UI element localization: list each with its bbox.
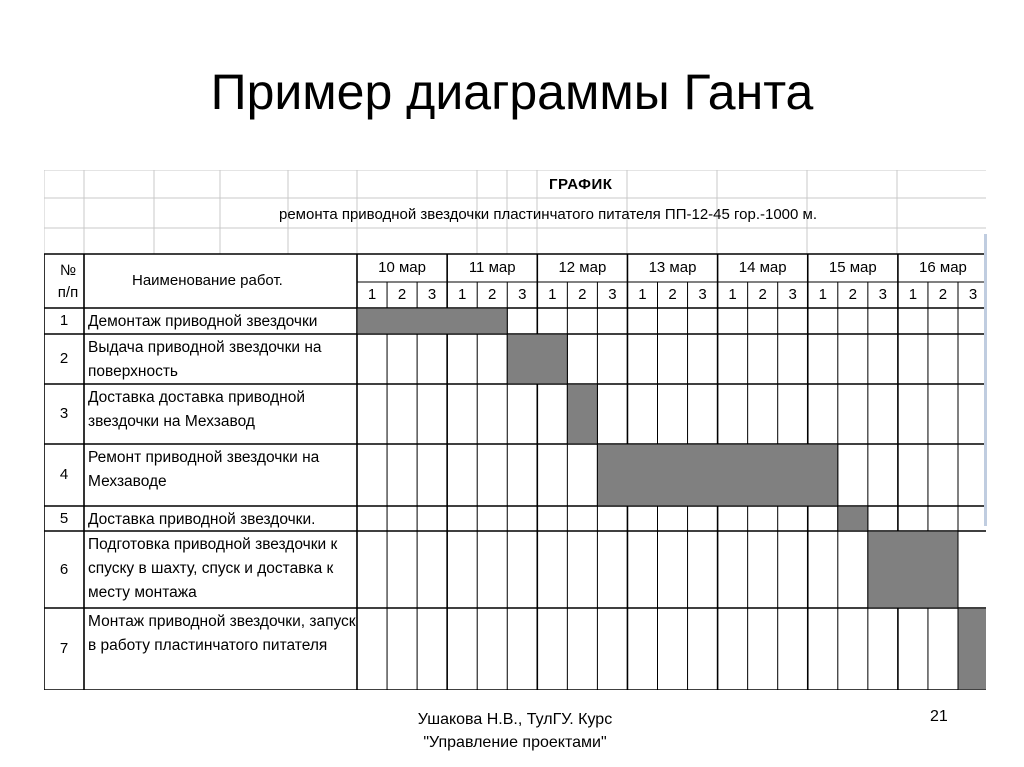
shift-label: 2 [758, 286, 767, 303]
shift-label: 1 [908, 286, 918, 303]
gantt-bar [357, 308, 507, 334]
shift-label: 2 [938, 286, 948, 303]
shift-label: 1 [367, 286, 377, 303]
shift-label: 2 [848, 286, 857, 303]
day-label: 14 мар [738, 259, 787, 276]
shift-label: 1 [638, 286, 647, 303]
page-number: 21 [930, 708, 948, 725]
chart-heading: ГРАФИК [549, 176, 613, 193]
shift-label: 3 [608, 286, 617, 303]
task-number: 5 [59, 509, 69, 527]
slide-title: Пример диаграммы Ганта [210, 64, 814, 120]
gantt-bar [868, 531, 958, 608]
shift-label: 2 [397, 286, 407, 303]
gantt-sheet [44, 170, 986, 690]
column-header-name: Наименование работ. [132, 272, 283, 289]
shift-label: 2 [668, 286, 677, 303]
task-name: Доставка приводной звездочки. [88, 511, 316, 528]
shift-label: 3 [968, 286, 978, 303]
scroll-edge [984, 234, 987, 526]
shift-label: 2 [488, 286, 497, 303]
shift-label: 1 [728, 286, 737, 303]
task-name: Ремонт приводной звездочки на Мехзаводе [88, 449, 320, 490]
shift-label: 1 [818, 286, 827, 303]
task-name: Выдача приводной звездочки на поверхность [88, 339, 322, 380]
shift-label: 3 [788, 286, 797, 303]
shift-label: 3 [698, 286, 707, 303]
shift-label: 3 [427, 286, 437, 303]
task-number: 3 [59, 405, 69, 422]
task-name: Доставка доставка приводной звездочки на Мехзавод [88, 389, 306, 430]
shift-label: 2 [578, 286, 587, 303]
day-label: 16 мар [919, 259, 967, 276]
task-number: 1 [59, 312, 69, 329]
column-header-number: № п/п [57, 262, 79, 301]
gantt-bar [567, 384, 597, 444]
footer-author: Ушакова Н.В., ТулГУ. Курс "Управление проектами" [417, 711, 613, 751]
day-label: 15 мар [828, 259, 877, 276]
shift-label: 1 [548, 286, 557, 303]
task-name: Монтаж приводной звездочки, запуск в работу пластинчатого питателя [88, 613, 356, 654]
gantt-bar [597, 444, 837, 506]
task-number: 4 [59, 466, 69, 483]
day-label: 11 мар [468, 259, 516, 276]
task-name: Демонтаж приводной звездочки [88, 313, 318, 330]
day-label: 13 мар [648, 259, 697, 276]
day-label: 10 мар [378, 259, 426, 276]
shift-label: 3 [878, 286, 888, 303]
task-number: 6 [59, 560, 69, 578]
gantt-bar [838, 506, 868, 531]
task-number: 2 [59, 350, 69, 367]
chart-subtitle: ремонта приводной звездочки пластинчатого питателя ПП-12-45 гор.-1000 м. [279, 206, 818, 223]
gantt-bar [958, 608, 986, 690]
shift-label: 3 [518, 286, 527, 303]
task-name: Подготовка приводной звездочки к спуску в шахту, спуск и доставка к месту монтажа [88, 536, 338, 601]
day-label: 12 мар [558, 259, 607, 276]
gantt-bar [507, 334, 567, 384]
task-number: 7 [59, 640, 69, 657]
shift-label: 1 [457, 286, 467, 303]
